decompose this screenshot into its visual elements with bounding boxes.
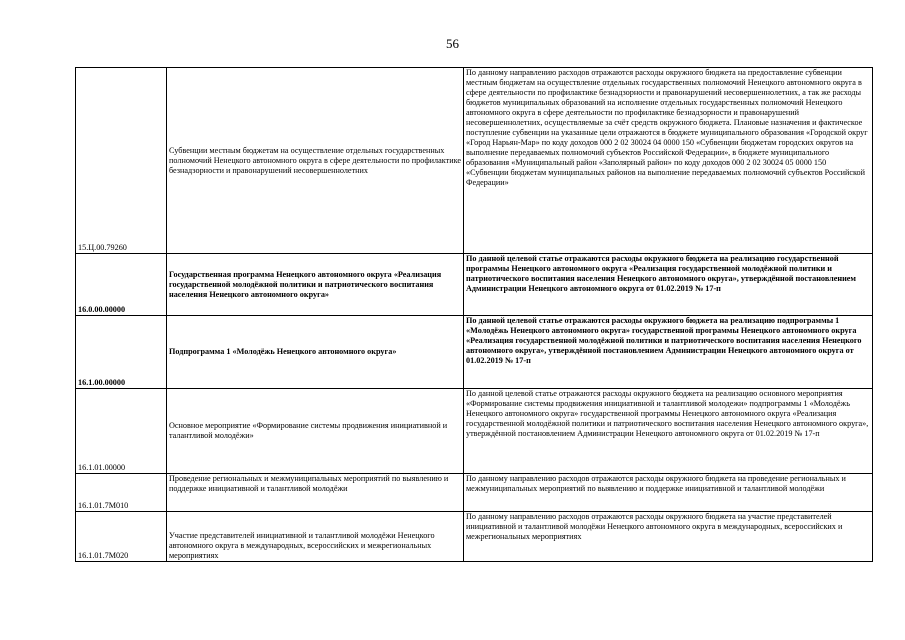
table-row bbox=[76, 68, 873, 254]
code-cell: 16.1.01.00000 bbox=[76, 389, 167, 474]
table-row bbox=[76, 512, 873, 562]
code-cell: 16.1.01.7М020 bbox=[76, 512, 167, 562]
code-cell: 15.Ц.00.79260 bbox=[76, 68, 167, 254]
name-cell: Основное мероприятие «Формирование системы продвижения инициативной и талантливой молодёжи» bbox=[167, 389, 464, 474]
description-cell: По данному направлению расходов отражаются расходы окружного бюджета на предоставление субвенции местным бюджетам на осуществление отдельных государственных полномочий Ненецкого автономного округа в сфере деятельности по профилактике безнадзорности и правонарушений несовершеннолетних, а так же расходы бюджетов муниципальных образований на исполнение отдельных государственных полномочий Ненецкого автономного округа в сфере деятельности по профилактике безнадзорности и правонарушений несовершеннолетних, осуществляемые за счёт средств окружного бюджета. Плановые назначения и фактическое поступление субвенции на указанные цели отражаются в бюджете муниципального образования «Городской округ «Город Нарьян-Мар» по коду доходов 000 2 02 30024 04 0000 150 «Субвенции бюджетам городских округов на выполнение передаваемых полномочий субъектов Российской Федерации», в бюджете муниципального образования «Муниципальный район «Заполярный район» по коду доходов 000 2 02 30024 05 0000 150 «Субвенции бюджетам муниципальных районов на выполнение передаваемых полномочий субъектов Российской Федерации» bbox=[464, 68, 873, 254]
description-cell: По данному направлению расходов отражаются расходы окружного бюджета на проведение региональных и межмуниципальных мероприятий по выявлению и поддержке инициативной и талантливой молодёжи bbox=[464, 474, 873, 512]
table-row bbox=[76, 316, 873, 389]
description-cell: По данному направлению расходов отражаются расходы окружного бюджета на участие представителей инициативной и талантливой молодёжи Ненецкого автономного округа в международных, всероссийских и межрегиональных мероприятиях bbox=[464, 512, 873, 562]
description-cell: По данной целевой статье отражаются расходы окружного бюджета на реализацию государственной программы Ненецкого автономного округа «Реализация государственной молодёжной политики и патриотического воспитания населения Ненецкого автономного округа», утверждённой постановлением Администрации Ненецкого автономного округа от 01.02.2019 № 17-п bbox=[464, 254, 873, 316]
name-cell: Участие представителей инициативной и талантливой молодёжи Ненецкого автономного округа в международных, всероссийских и межрегиональных мероприятиях bbox=[167, 512, 464, 562]
table-row bbox=[76, 254, 873, 316]
code-cell: 16.1.00.00000 bbox=[76, 316, 167, 389]
target-articles-table bbox=[75, 67, 873, 562]
name-cell: Подпрограмма 1 «Молодёжь Ненецкого автономного округа» bbox=[167, 316, 464, 389]
name-cell: Субвенции местным бюджетам на осуществление отдельных государственных полномочий Ненецкого автономного округа в сфере деятельности по профилактике безнадзорности и правонарушений несовершеннолетних bbox=[167, 68, 464, 254]
description-cell: По данной целевой статье отражаются расходы окружного бюджета на реализацию основного мероприятия «Формирование системы продвижения инициативной и талантливой молодежи» подпрограммы 1 «Молодёжь Ненецкого автономного округа» государственной программы Ненецкого автономного округа «Реализация государственной молодёжной политики и патриотического воспитания населения Ненецкого автономного округа», утверждённой постановлением Администрации Ненецкого автономного округа от 01.02.2019 № 17-п bbox=[464, 389, 873, 474]
name-cell: Государственная программа Ненецкого автономного округа «Реализация государственной молодёжной политики и патриотического воспитания населения Ненецкого автономного округа» bbox=[167, 254, 464, 316]
page-number: 56 bbox=[446, 36, 459, 51]
description-cell: По данной целевой статье отражаются расходы окружного бюджета на реализацию подпрограммы 1 «Молодёжь Ненецкого автономного округа» государственной программы Ненецкого автономного округа «Реализация государственной молодёжной политики и патриотического воспитания населения Ненецкого автономного округа», утверждённой постановлением Администрации Ненецкого автономного округа от 01.02.2019 № 17-п bbox=[464, 316, 873, 389]
code-cell: 16.1.01.7М010 bbox=[76, 474, 167, 512]
table-row bbox=[76, 474, 873, 512]
table-row bbox=[76, 389, 873, 474]
code-cell: 16.0.00.00000 bbox=[76, 254, 167, 316]
name-cell: Проведение региональных и межмуниципальных мероприятий по выявлению и поддержке инициативной и талантливой молодёжи bbox=[167, 474, 464, 512]
